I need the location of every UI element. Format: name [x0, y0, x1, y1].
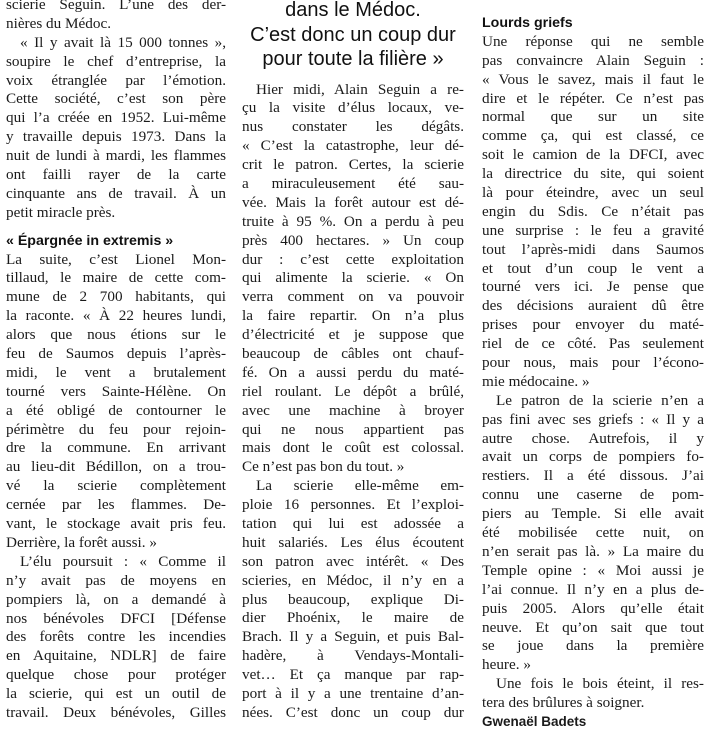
text-line: nus constater les dégâts.	[242, 118, 464, 136]
text-line: autre chose. Autrefois, il y	[482, 429, 704, 447]
text-line: nuit de lundi à mardi, les flammes	[6, 147, 226, 165]
text-line: qui l’a créée en 1952. Lui-même	[6, 109, 226, 127]
paragraph	[242, 81, 464, 478]
text-line: en Aquitaine, NDLR] de faire	[6, 647, 226, 665]
text-line: des décisions auraient dû être	[482, 297, 704, 315]
text-line: près 400 hectares. » Un coup	[242, 231, 464, 249]
text-line: puis 2005. Alors qu’elle était	[482, 599, 704, 617]
section-heading: « Épargnée in extremis »	[6, 232, 174, 249]
paragraph	[482, 392, 704, 675]
text-line: normal que sur un site	[482, 108, 704, 126]
text-line: scieries, en Médoc, il n’y en a	[242, 571, 464, 589]
text-line: se joue dans la première	[482, 637, 704, 655]
text-line: et tout d’un coup le vent a	[482, 259, 704, 277]
text-line: Temple opine : « Moi aussi je	[482, 561, 704, 579]
text-line: heure. »	[482, 656, 531, 674]
text-line: nières du Médoc.	[6, 14, 112, 32]
text-line: a miraculeusement été sau-	[242, 174, 464, 192]
text-line: neuve. Et qu’on sait que tout	[482, 618, 704, 636]
text-line: été mobilisée cette nuit, on	[482, 524, 704, 542]
text-line: soit le camion de la DFCI, avec	[482, 146, 704, 164]
text-line: tourné vers ici. Je pense que	[482, 278, 704, 296]
text-line: cernée par les flammes. De-	[6, 496, 226, 514]
text-line: Cette société, c’est son père	[6, 90, 226, 108]
text-line: crit le patron. Certes, la scierie	[242, 156, 464, 174]
text-line: quelque chose pour protéger	[6, 666, 226, 684]
text-line: l’ai connue. Il n’y en a plus de-	[482, 580, 704, 598]
text-line: dre la commune. En arrivant	[6, 439, 226, 457]
text-line: fé. On a aussi perdu du maté-	[242, 363, 464, 381]
pull-quote-line: dans le Médoc.	[285, 0, 421, 21]
text-line: là pour éteindre, avec un seul	[482, 184, 704, 202]
text-line: mie médocaine. »	[482, 372, 590, 390]
text-line: petit miracle près.	[6, 203, 116, 221]
text-line: hadère, à Vendays-Montali-	[242, 647, 464, 665]
text-line: engin du Sdis. Ce n’était pas	[482, 202, 704, 220]
text-line: y travaille depuis 1973. Dans la	[6, 128, 226, 146]
text-line: Le patron de la scierie n’en a	[496, 391, 704, 409]
text-line: périmètre du feu pour rejoin-	[6, 420, 226, 438]
paragraph	[482, 675, 704, 713]
text-line: au lieu-dit Bédillon, on a trou-	[6, 458, 226, 476]
text-line: Brach. Il y a Seguin, et puis Bal-	[242, 628, 464, 646]
text-line: tourné vers Sainte-Hélène. On	[6, 382, 226, 400]
text-line: ont failli rayer de la carte	[6, 166, 226, 184]
text-line: qui ne nous appartient pas	[242, 420, 464, 438]
text-line: son patron avec intérêt. « Des	[242, 552, 464, 570]
article-column-1	[6, 0, 226, 723]
paragraph	[6, 251, 226, 553]
text-line: plus beaucoup, explique Di-	[242, 590, 464, 608]
text-line: vée. Mais la forêt autour est dé-	[242, 193, 464, 211]
text-line: riel de ce côté. Pas seulement	[482, 335, 704, 353]
text-line: « C’est la catastrophe, leur dé-	[242, 137, 464, 155]
text-line: dire et le répéter. Ce n’est pas	[482, 89, 704, 107]
article-column-2	[242, 0, 464, 723]
text-line: Une fois le bois éteint, il res-	[496, 675, 704, 693]
text-line: travail. Deux bénévoles, Gilles	[6, 703, 226, 721]
section-heading: Lourds griefs	[482, 15, 573, 31]
text-line: avec une machine à broyer	[242, 401, 464, 419]
text-line: prises pour envoyer du maté-	[482, 316, 704, 334]
text-line: riel roulant. Le dépôt a brûlé,	[242, 382, 464, 400]
text-line: scierie Seguin. L’une des der-	[6, 0, 226, 13]
pull-quote-line: C’est donc un coup dur	[250, 23, 456, 46]
text-line: voix étranglée par l’émotion.	[6, 71, 226, 89]
text-line: tillaud, le maire de cette com-	[6, 269, 226, 287]
text-line: tout l’après-midi dans Saumos	[482, 240, 704, 258]
text-line: feu de Saumos depuis l’après-	[6, 345, 226, 363]
text-line: des forêts contre les incendies	[6, 628, 226, 646]
text-line: avait un corps de pompiers fo-	[482, 448, 704, 466]
text-line: vant, le stockage avait pris feu.	[6, 515, 226, 533]
article-column-3	[482, 0, 704, 732]
text-line: alors que nous étions sur le	[6, 326, 226, 344]
text-line: beaucoup de câbles ont chauf-	[242, 344, 464, 362]
text-line: Ce n’est pas bon du tout. »	[242, 458, 405, 476]
text-line: pour nous, mais pour l’écono-	[482, 354, 704, 372]
text-line: verra comment on va pouvoir	[242, 288, 464, 306]
paragraph	[242, 477, 464, 723]
author-byline: Gwenaël Badets	[482, 713, 587, 729]
paragraph	[6, 0, 226, 34]
text-line: piers au Temple. Si elle avait	[482, 505, 704, 523]
text-line: Une réponse qui ne semble	[482, 32, 704, 50]
paragraph	[6, 553, 226, 723]
text-line: La suite, c’est Lionel Mon-	[6, 250, 226, 268]
text-line: Derrière, la forêt aussi. »	[6, 533, 157, 551]
text-line: pas fini avec ses griefs : « Il y a	[482, 410, 704, 428]
paragraph	[6, 34, 226, 223]
text-line: L’élu poursuit : « Comme il	[20, 552, 226, 570]
text-line: çu la visite d’élus locaux, ve-	[242, 99, 464, 117]
text-line: a été obligé de contourner le	[6, 401, 226, 419]
text-line: comme ça, qui est classé, ce	[482, 127, 704, 145]
pull-quote	[242, 0, 464, 72]
text-line: la scierie, qui est un outil de	[6, 685, 226, 703]
text-line: n’en serait pas là. » La maire du	[482, 542, 704, 560]
text-line: la directrice du site, qui soient	[482, 165, 704, 183]
text-line: midi, le vent a brutalement	[6, 363, 226, 381]
text-line: tera des brûlures à soigner.	[482, 694, 645, 712]
text-line: port à il y a une trentaine d’an-	[242, 685, 464, 702]
text-line: nos bénévoles DFCI [Défense	[6, 609, 226, 627]
text-line: La scierie elle-même em-	[256, 477, 464, 495]
text-line: soupire le chef d’entreprise, la	[6, 52, 226, 70]
text-line: dur : c’est cette exploitation	[242, 250, 464, 268]
text-line: qui alimente la scierie. « On	[242, 269, 464, 287]
text-line: mune de 2 700 habitants, qui	[6, 288, 226, 306]
text-line: huit salariés. Les élus écoutent	[242, 533, 464, 551]
text-line: la raconte. « À 22 heures lundi,	[6, 307, 226, 325]
text-line: nées. C’est donc un coup dur	[242, 703, 464, 721]
text-line: dier Phoénix, le maire de	[242, 609, 464, 627]
text-line: truite à 95 %. On a perdu à peu	[242, 212, 464, 230]
text-line: vé la scierie complètement	[6, 477, 226, 495]
text-line: une surprise : le feu a gravité	[482, 221, 704, 239]
text-line: « Il y avait là 15 000 tonnes »,	[20, 33, 226, 51]
text-line: tation qui lui est adossée a	[242, 514, 464, 532]
text-line: cinquante ans de travail. À un	[6, 184, 226, 202]
paragraph	[482, 33, 704, 392]
text-line: « Vous le savez, mais il faut le	[482, 70, 704, 88]
text-line: Hier midi, Alain Seguin a re-	[256, 80, 464, 98]
pull-quote-line: pour toute la filière »	[262, 48, 444, 70]
text-line: n’y avait pas de moyens en	[6, 571, 226, 589]
text-line: ploie 16 personnes. Et l’exploi-	[242, 496, 464, 514]
text-line: vet… Et ça manque par rap-	[242, 666, 464, 684]
text-line: d’électricité et je suppose que	[242, 326, 464, 344]
text-line: pompiers là, on a demandé à	[6, 590, 226, 608]
text-line: mais dont le coût est colossal.	[242, 439, 464, 457]
text-line: pas convaincre Alain Seguin :	[482, 51, 704, 69]
text-line: la faire repartir. On n’a plus	[242, 307, 464, 325]
text-line: connu une caserne de pom-	[482, 486, 704, 504]
text-line: restiers. Il a été dissous. J’ai	[482, 467, 704, 485]
